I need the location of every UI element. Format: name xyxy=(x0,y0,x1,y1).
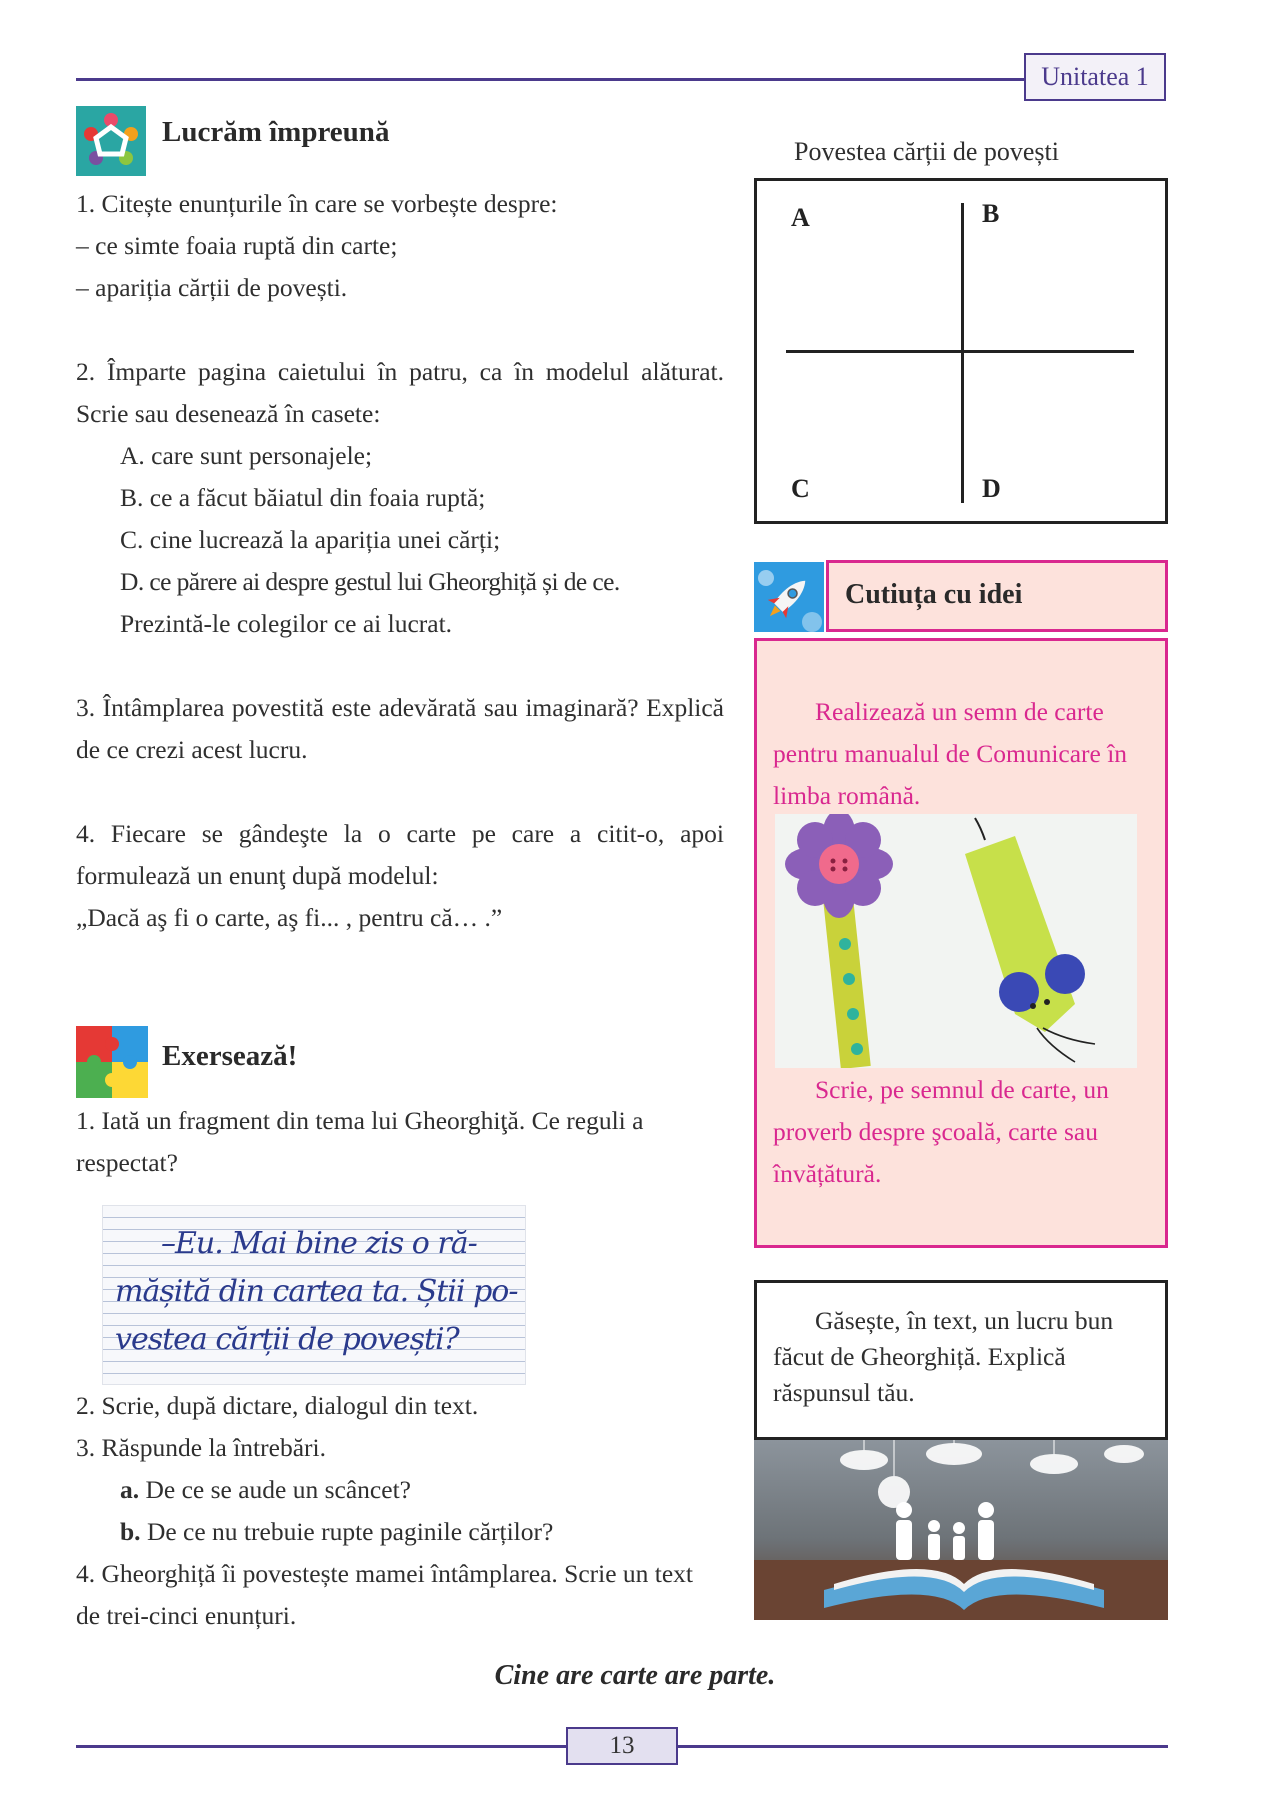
ex-item2-text: 2. Scrie, după dictare, dialogul din text. xyxy=(76,1391,479,1420)
handwriting-line-2: mășită din cartea ta. Știi po- xyxy=(115,1274,518,1309)
item2-sub-d: D. ce părere ai despre gestul lui Gheorghiță și de ce. xyxy=(120,567,620,596)
ideas-header xyxy=(826,560,1168,632)
section-title-lucram: Lucrăm împreună xyxy=(162,116,390,148)
grid-letter-a: A xyxy=(791,203,810,232)
header-rule xyxy=(76,78,1024,81)
ex-item3-text: 3. Răspunde la întrebări. xyxy=(76,1433,326,1462)
item2-sub-present: Prezintă-le colegilor ce ai lucrat. xyxy=(120,609,453,638)
teamwork-icon xyxy=(76,106,146,176)
grid-model xyxy=(754,178,1168,524)
unit-label: Unitatea 1 xyxy=(1024,53,1166,101)
item2-text: 2. Împarte pagina caietului în patru, ca în modelul alăturat. Scrie sau desenează în casete: xyxy=(76,357,724,428)
footer-rule-left xyxy=(76,1745,566,1748)
puzzle-icon xyxy=(76,1026,148,1098)
proverb: Cine are carte are parte. xyxy=(494,1660,776,1691)
bookmarks-photo xyxy=(775,814,1137,1068)
item4-quote: „Dacă aş fi o carte, aş fi... , pentru că… .” xyxy=(76,903,503,932)
footer-rule-right xyxy=(678,1745,1168,1748)
ex-item4-text: 4. Gheorghiță îi povestește mamei întâmplarea. Scrie un text de trei-cinci enunțuri. xyxy=(76,1559,694,1630)
page-number: 13 xyxy=(566,1727,678,1765)
ex-item1-text: 1. Iată un fragment din tema lui Gheorghiţă. Ce reguli a respectat? xyxy=(76,1106,644,1177)
grid-vertical-line xyxy=(961,203,964,503)
item1-text: 1. Citește enunțurile în care se vorbește despre: xyxy=(76,189,558,218)
paper-family-book-image xyxy=(754,1440,1168,1620)
item1-sub-2: – apariția cărții de povești. xyxy=(76,273,348,302)
item3-text: 3. Întâmplarea povestită este adevărată sau imaginară? Explică de ce crezi acest lucru. xyxy=(76,693,724,764)
item1-sub-1: – ce simte foaia ruptă din carte; xyxy=(76,231,398,260)
grid-letter-c: C xyxy=(791,474,810,503)
ex-question-b-text: De ce nu trebuie rupte paginile cărților? xyxy=(146,1517,554,1546)
item4-text: 4. Fiecare se gândeşte la o carte pe care a citit-o, apoi formulează un enunţ după modelul: xyxy=(76,819,724,890)
ex-question-b xyxy=(76,1511,724,1553)
task-box xyxy=(754,1280,1168,1440)
item2-sub-a: A. care sunt personajele; xyxy=(120,441,373,470)
ideas-title: Cutiuța cu idei xyxy=(845,579,1023,610)
ideas-text-1: Realizează un semn de carte pentru manualul de Comunicare în limba română. xyxy=(773,697,1128,810)
ex-question-a-label: a. xyxy=(120,1475,140,1504)
item2-sub-c: C. cine lucrează la apariția unei cărți; xyxy=(120,525,501,554)
section2-item1 xyxy=(76,1100,724,1184)
section1-body xyxy=(76,183,724,939)
task-text: Găsește, în text, un lucru bun făcut de Gheorghiță. Explică răspunsul tău. xyxy=(773,1306,1114,1407)
grid-horizontal-line xyxy=(786,350,1134,353)
grid-letter-b: B xyxy=(982,199,1000,228)
item2-sub-b: B. ce a făcut băiatul din foaia ruptă; xyxy=(120,483,486,512)
ex-question-a-text: De ce se aude un scâncet? xyxy=(145,1475,411,1504)
ex-question-b-label: b. xyxy=(120,1517,141,1546)
section2-rest xyxy=(76,1385,724,1637)
grid-caption: Povestea cărții de povești xyxy=(794,137,1059,166)
ex-question-a xyxy=(76,1469,724,1511)
handwriting-line-3: vestea cărții de povești? xyxy=(115,1322,459,1357)
ideas-text-2: Scrie, pe semnul de carte, un proverb despre şcoală, carte sau învățătură. xyxy=(773,1075,1109,1188)
grid-letter-d: D xyxy=(982,474,1001,503)
section-title-exerseaza: Exersează! xyxy=(162,1040,298,1072)
rocket-icon xyxy=(754,562,824,632)
handwriting-line-1: –Eu. Mai bine zis o ră- xyxy=(161,1226,477,1261)
ideas-box xyxy=(754,638,1168,1248)
handwriting-sample xyxy=(102,1205,526,1385)
